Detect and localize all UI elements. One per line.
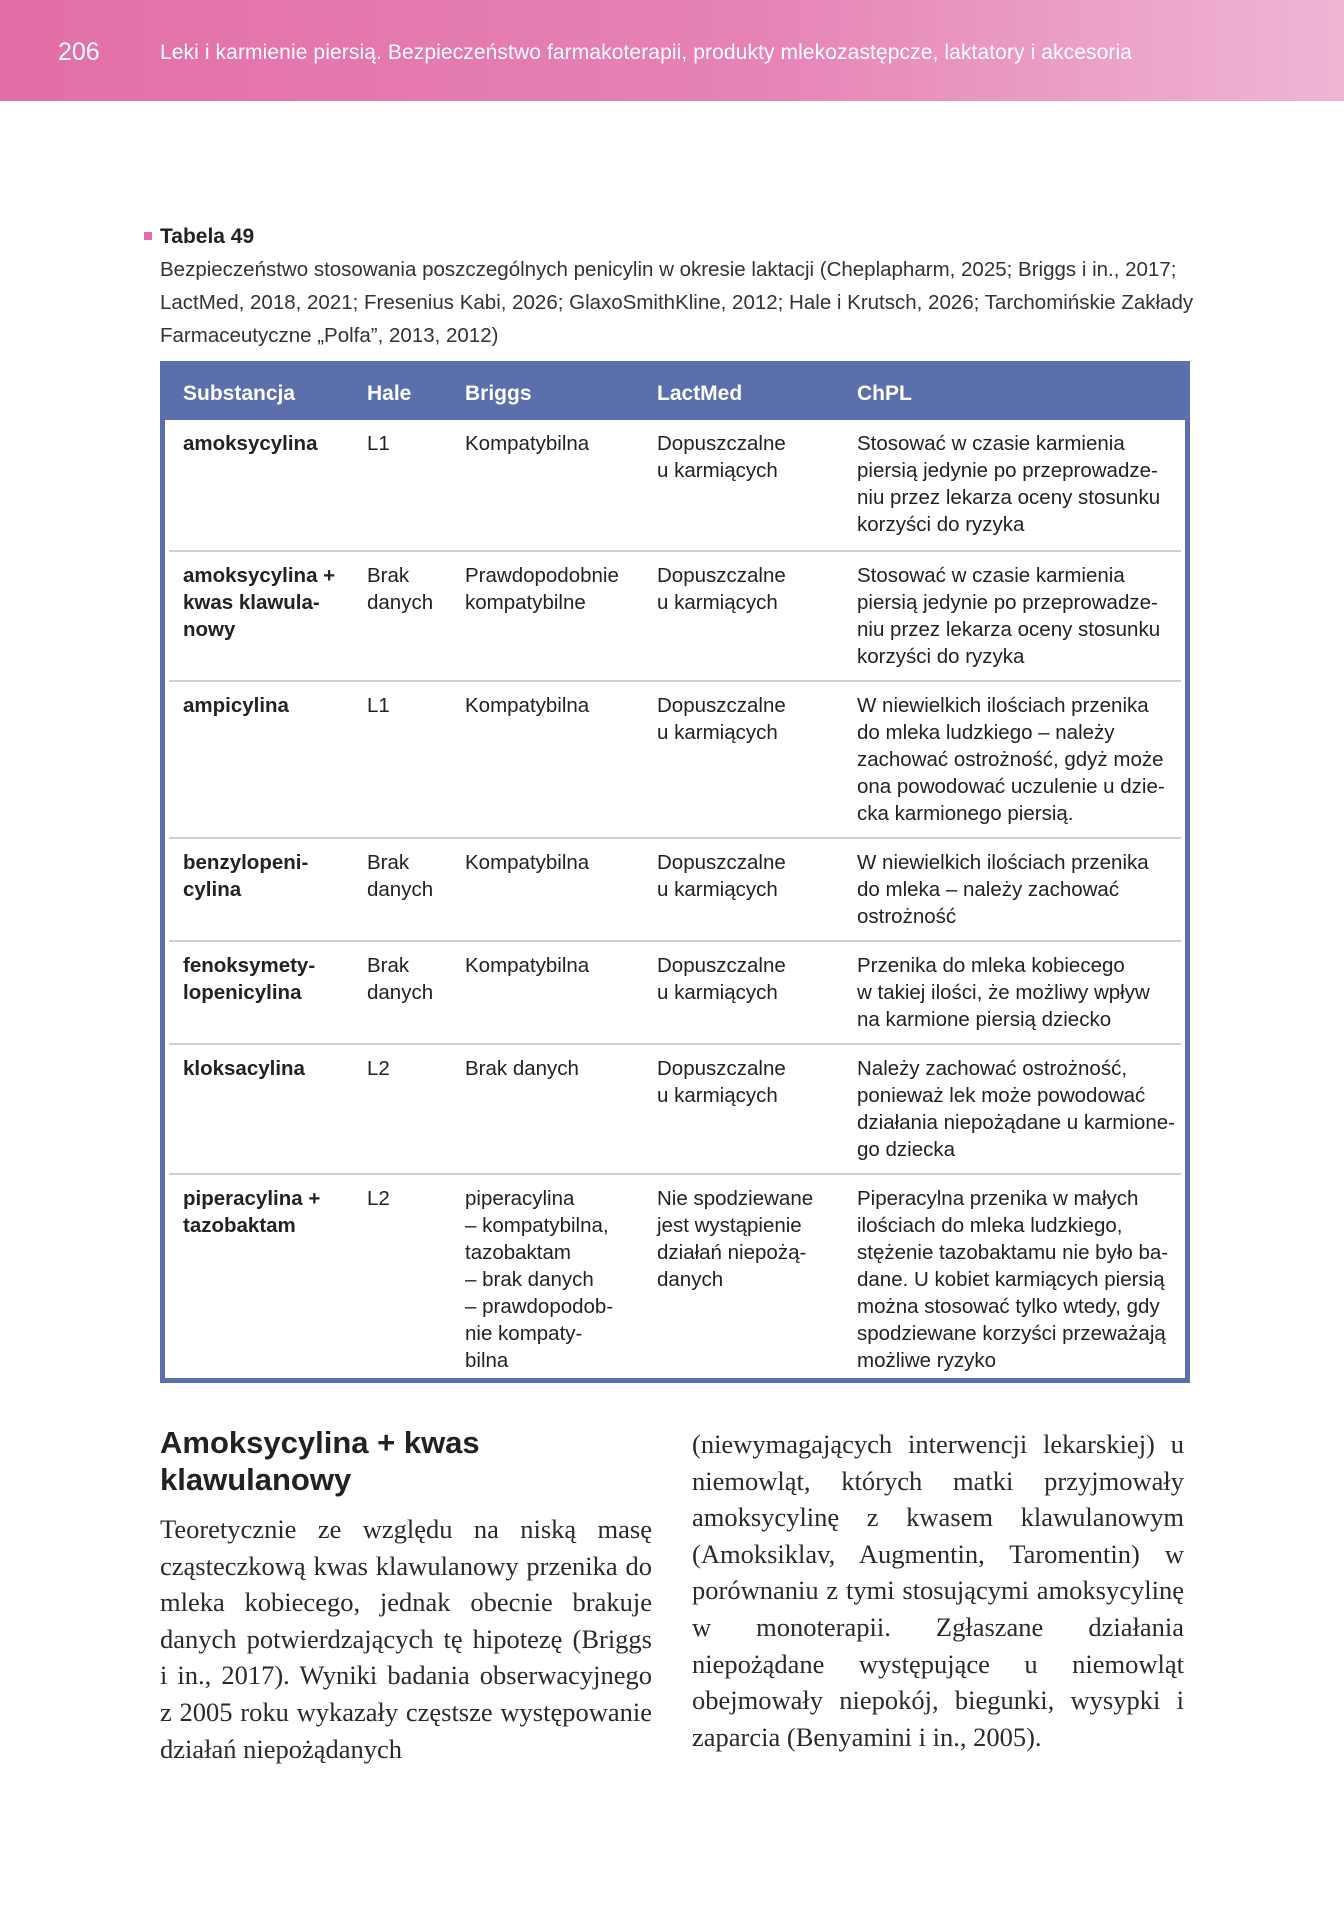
cell-hale: Brak danych — [367, 851, 434, 901]
cell-chpl: W niewielkich ilościach przenika do mleka – należy zachować ostrożność — [857, 851, 1149, 928]
cell-briggs: Kompatybilna — [465, 851, 590, 874]
cell-lactmed: Dopuszczalne u karmiących — [657, 432, 786, 482]
running-title: Leki i karmienie piersią. Bezpieczeństwo farmakoterapii, produkty mlekozastępcze, laktatory i akcesoria — [160, 41, 1133, 64]
cell-lactmed: Dopuszczalne u karmiących — [657, 694, 786, 744]
column-header-substancja: Substancja — [183, 382, 296, 405]
cell-chpl: Przenika do mleka kobiecego w takiej ilości, że możliwy wpływ na karmione piersią dziecko — [857, 954, 1150, 1031]
cell-hale: L2 — [367, 1057, 390, 1080]
cell-briggs: piperacylina – kompatybilna, tazobaktam – brak danych – prawdopodob- nie kompaty- bilna — [465, 1187, 614, 1372]
column-header-lactmed: LactMed — [657, 382, 743, 405]
cell-briggs: Kompatybilna — [465, 432, 590, 455]
table-row — [169, 837, 1181, 942]
table-header-row — [165, 366, 1185, 420]
cell-chpl: Stosować w czasie karmienia piersią jedynie po przeprowadze- niu przez lekarza oceny stosunku korzyści do ryzyka — [857, 432, 1161, 536]
table-row — [169, 1173, 1181, 1380]
column-header-briggs: Briggs — [465, 382, 532, 405]
cell-hale: Brak danych — [367, 564, 434, 614]
cell-hale: L1 — [367, 432, 390, 455]
cell-chpl: Stosować w czasie karmienia piersią jedynie po przeprowadze- niu przez lekarza oceny stosunku korzyści do ryzyka — [857, 564, 1161, 668]
cell-substance: benzylopeni- cylina — [183, 851, 309, 901]
table-caption — [160, 220, 1200, 352]
cell-lactmed: Dopuszczalne u karmiących — [657, 851, 786, 901]
cell-lactmed: Nie spodziewane jest wystąpienie działań niepożą- danych — [657, 1187, 814, 1291]
cell-substance: piperacylina + tazobaktam — [183, 1187, 321, 1237]
cell-lactmed: Dopuszczalne u karmiących — [657, 1057, 786, 1107]
section-heading: Amoksycylina + kwas klawulanowy — [160, 1425, 480, 1497]
cell-lactmed: Dopuszczalne u karmiących — [657, 954, 786, 1004]
cell-lactmed: Dopuszczalne u karmiących — [657, 564, 786, 614]
body-paragraph-right: (niewymagających interwencji lekarskiej) u niemowląt, których matki przyjmowały amoksycylinę z kwasem klawulanowym (Amoksiklav, Augmentin, Taromentin) w porównaniu z tymi stosującymi amoksycylinę w monoterapii. Zgłaszane działania niepożądane występujące u niemowląt obejmowały niepokój, biegunki, wysypki i zaparcia (Benyamini i in., 2005). — [692, 1429, 1184, 1752]
table-row — [169, 680, 1181, 839]
cell-hale: L1 — [367, 694, 390, 717]
cell-hale: Brak danych — [367, 954, 434, 1004]
cell-briggs: Kompatybilna — [465, 954, 590, 977]
penicillin-table — [160, 361, 1190, 1383]
cell-chpl: Piperacylna przenika w małych ilościach do mleka ludzkiego, stężenie tazobaktamu nie było ba- dane. U kobiet karmiących piersią można stosować tylko wtedy, gdy spodziewane korzyści przeważają możliwe ryzyko — [857, 1187, 1169, 1372]
table-row — [169, 940, 1181, 1045]
caption-bullet-icon — [144, 232, 152, 240]
cell-substance: kloksacylina — [183, 1057, 305, 1080]
cell-substance: amoksycylina + kwas klawula- nowy — [183, 564, 336, 641]
table-row — [169, 1043, 1181, 1175]
page-number: 206 — [58, 38, 100, 66]
cell-chpl: Należy zachować ostrożność, ponieważ lek może powodować działania niepożądane u karmione- go dziecka — [857, 1057, 1175, 1161]
body-paragraph-left: Teoretycznie ze względu na niską masę cząsteczkową kwas klawulanowy przenika do mleka kobiecego, jednak obecnie brakuje danych potwierdzających tę hipotezę (Briggs i in., 2017). Wyniki badania obserwacyjnego z 2005 roku wykazały częstsze występowanie działań niepożądanych — [160, 1514, 652, 1764]
table-row — [169, 420, 1181, 550]
cell-substance: ampicylina — [183, 694, 289, 717]
cell-chpl: W niewielkich ilościach przenika do mleka ludzkiego – należy zachować ostrożność, gdyż może ona powodować uczulenie u dzie- cka karmionego piersią. — [857, 694, 1165, 825]
table-label: Tabela 49 — [160, 225, 255, 248]
table-caption-text: Bezpieczeństwo stosowania poszczególnych penicylin w okresie laktacji (Cheplapharm, 2025; Briggs i in., 2017; LactMed, 2018, 2021; Fresenius Kabi, 2026; GlaxoSmithKline, 2012; Hale i Krutsch, 2026; Tarchomińskie Zakłady Farmaceutyczne „Polfa”, 2013, 2012) — [160, 258, 1194, 347]
page-header — [0, 0, 1344, 101]
column-header-chpl: ChPL — [857, 382, 912, 405]
cell-substance: fenoksymety- lopenicylina — [183, 954, 316, 1004]
cell-substance: amoksycylina — [183, 432, 318, 455]
column-header-hale: Hale — [367, 382, 412, 405]
table-row — [169, 550, 1181, 682]
cell-hale: L2 — [367, 1187, 390, 1210]
cell-briggs: Prawdopodobnie kompatybilne — [465, 564, 619, 614]
cell-briggs: Kompatybilna — [465, 694, 590, 717]
cell-briggs: Brak danych — [465, 1057, 579, 1080]
